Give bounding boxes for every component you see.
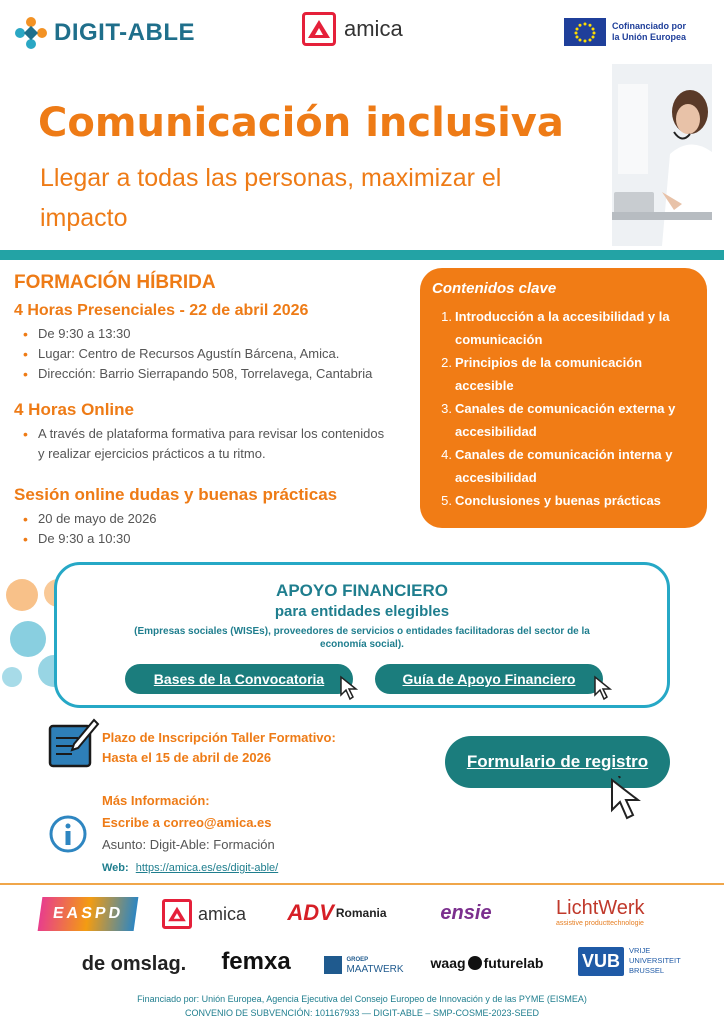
formacion-heading: FORMACIÓN HÍBRIDA xyxy=(14,272,216,293)
apoyo-note: (Empresas sociales (WISEs), proveedores de servicios o entidades facilitadoras del sector de la economía social). xyxy=(134,626,590,650)
divider-bar xyxy=(0,250,724,260)
waag-futurelab-logo: waag futurelab xyxy=(430,955,544,971)
plazo-block xyxy=(102,728,336,768)
plazo-line1: Plazo de Inscripción Taller Formativo: xyxy=(102,730,336,745)
apoyo-subtitle: para entidades elegibles xyxy=(274,603,450,620)
eu-text-line1: Cofinanciado por xyxy=(612,21,686,31)
guia-apoyo-button[interactable]: Guía de Apoyo Financiero xyxy=(375,664,603,694)
footer-line1: Financiado por: Unión Europea, Agencia Ejecutiva del Consejo Europeo de Innovación y de las PYME (EISMEA) xyxy=(137,994,587,1004)
amica-logo-text: amica xyxy=(344,16,403,41)
presencial-heading: 4 Horas Presenciales - 22 de abril 2026 xyxy=(14,302,309,319)
asunto-line: Asunto: Digit-Able: Formación xyxy=(102,837,275,852)
digitable-logo-icon xyxy=(14,16,48,50)
maatwerk-logo: GROEP MAATWERK xyxy=(318,952,410,978)
list-item: • 20 de mayo de 2026 xyxy=(14,509,337,529)
list-item: 2. Principios de la comunicación accesible xyxy=(441,355,643,393)
info-icon xyxy=(48,814,88,854)
email-line[interactable]: Escribe a correo@amica.es xyxy=(102,815,272,830)
form-edit-icon xyxy=(48,718,100,770)
list-item: 1. Introducción a la accesibilidad y la comunicación xyxy=(441,309,670,347)
page-subtitle: Llegar a todas las personas, maximizar el impacto xyxy=(40,164,502,232)
apoyo-financiero-box xyxy=(54,562,670,708)
online-heading: 4 Horas Online xyxy=(14,400,134,419)
formulario-registro-button[interactable]: Formulario de registro xyxy=(445,736,670,788)
web-link[interactable]: https://amica.es/es/digit-able/ xyxy=(135,862,279,874)
eu-text-line2: la Unión Europea xyxy=(612,32,687,42)
amica-partner-logo: amica xyxy=(162,898,262,930)
list-item: • Lugar: Centro de Recursos Agustín Bárcena, Amica. xyxy=(14,344,372,364)
eu-cofinanciado-logo xyxy=(564,18,686,46)
ensie-logo: ensie xyxy=(440,901,492,924)
digitable-logo-text: DIGIT-ABLE xyxy=(54,19,195,46)
sesion-heading: Sesión online dudas y buenas prácticas xyxy=(14,485,338,504)
sesion-block xyxy=(14,485,337,549)
de-omslag-logo: de omslag. xyxy=(81,952,187,975)
page-title: Comunicación inclusiva xyxy=(38,100,564,146)
web-line xyxy=(102,862,278,874)
mas-info-block xyxy=(102,790,275,856)
web-label: Web: xyxy=(102,862,129,874)
femxa-logo: femxa xyxy=(221,948,291,975)
presencial-block xyxy=(14,302,372,384)
footer-divider xyxy=(0,883,724,885)
amica-logo xyxy=(302,12,403,46)
list-item: • A través de plataforma formativa para revisar los contenidos y realizar ejercicios prácticos a tu ritmo. xyxy=(14,424,394,464)
cursor-icon xyxy=(593,675,615,701)
header xyxy=(0,0,724,70)
cursor-icon xyxy=(339,675,361,701)
contenidos-list xyxy=(432,305,695,512)
contenidos-clave-box xyxy=(420,268,707,528)
online-list xyxy=(14,424,394,464)
formacion-section xyxy=(14,272,216,294)
list-item: • Dirección: Barrio Sierrapando 508, Torrelavega, Cantabria xyxy=(14,364,372,384)
list-item: 3. Canales de comunicación externa y accesibilidad xyxy=(441,401,676,439)
online-block xyxy=(14,400,394,464)
vub-logo: VUB VRIJE UNIVERSITEIT BRUSSEL xyxy=(578,942,682,980)
footer-funding-text xyxy=(0,992,724,1020)
digitable-logo xyxy=(14,16,195,50)
plazo-line2: Hasta el 15 de abril de 2026 xyxy=(102,750,272,765)
amica-logo-icon xyxy=(302,12,336,46)
eu-flag-icon xyxy=(564,18,606,46)
list-item: 5. Conclusiones y buenas prácticas xyxy=(441,493,661,508)
cursor-click-icon xyxy=(606,776,652,828)
contenidos-title: Contenidos clave xyxy=(432,280,557,297)
hero-photo-woman-headset xyxy=(612,64,712,246)
presencial-list xyxy=(14,324,372,384)
easpd-logo: EASPD xyxy=(38,897,139,931)
sesion-list xyxy=(14,509,337,549)
list-item: • De 9:30 a 10:30 xyxy=(14,529,337,549)
adv-romania-logo: ADV Romania xyxy=(287,900,387,925)
footer-line2: CONVENIO DE SUBVENCIÓN: 101167933 — DIGIT-ABLE – SMP-COSME-2023-SEED xyxy=(185,1008,539,1018)
bases-convocatoria-button[interactable]: Bases de la Convocatoria xyxy=(125,664,353,694)
list-item: • De 9:30 a 13:30 xyxy=(14,324,372,344)
mas-info-heading: Más Información: xyxy=(102,793,210,808)
apoyo-title: APOYO FINANCIERO xyxy=(276,581,448,600)
lichtwerk-logo: LichtWerk assistive producttechnologie xyxy=(556,897,645,927)
list-item: 4. Canales de comunicación interna y accesibilidad xyxy=(441,447,673,485)
